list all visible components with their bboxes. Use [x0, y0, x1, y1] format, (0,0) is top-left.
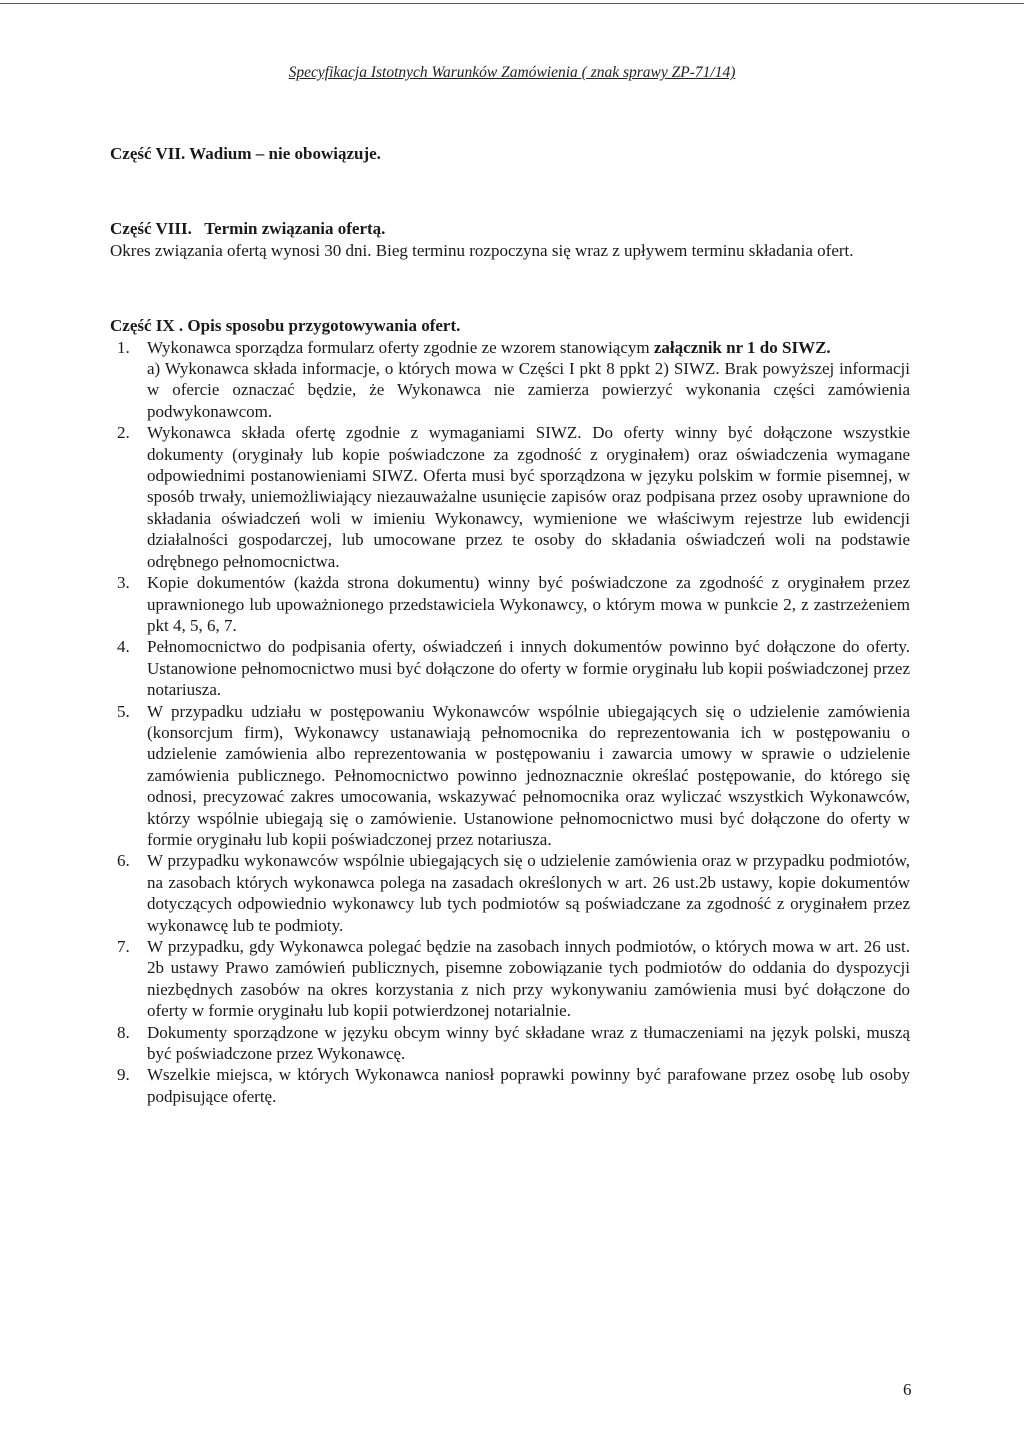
list-item-text: W przypadku udziału w postępowaniu Wykonawców wspólnie ubiegających się o udzielenie zamówienia (konsorcjum firm), Wykonawcy ustanawiają pełnomocnika do reprezentowania ich w postępowaniu o udzielenie zamówienia albo reprezentowania w postępowaniu i zawarcia umowy w sprawie o udzielenie zamówienia publicznego. Pełnomocnictwo powinno jednoznacznie określać postępowanie, do którego się odnosi, precyzować zakres umocowania, wskazywać pełnomocnika oraz wyliczać wszystkich Wykonawców, którzy wspólnie ubiegają się o zamówienie. Ustanowione pełnomocnictwo musi być dołączone do oferty w formie oryginału lub kopii poświadczonej przez notariusza.: [147, 701, 910, 849]
list-item-5: [110, 701, 910, 851]
section-9-list: [110, 337, 910, 358]
list-item-text: Pełnomocnictwo do podpisania oferty, oświadczeń i innych dokumentów powinno być dołączone do oferty. Ustanowione pełnomocnictwo musi być dołączone do oferty w formie oryginału lub kopii poświadczonej przez notariusza.: [147, 637, 910, 700]
list-item-number: 7.: [117, 937, 130, 956]
list-item-9: [110, 1064, 910, 1107]
list-item-number: 4.: [117, 637, 130, 657]
list-item-number: 3.: [117, 573, 130, 593]
list-item-text: W przypadku, gdy Wykonawca polegać będzie na zasobach innych podmiotów, o których mowa w art. 26 ust. 2b ustawy Prawo zamówień publicznych, pisemne zobowiązanie tych podmiotów do oddania do dyspozycji niezbędnych zasobów na okres korzystania z nich przy wykonywaniu zamówienia musi być dołączone do oferty w formie oryginału lub kopii potwierdzonej notarialnie.: [147, 937, 910, 1021]
list-item-number: 9.: [117, 1065, 130, 1085]
top-rule: [0, 3, 1024, 4]
list-item-number: 2.: [117, 423, 130, 443]
section-7-title: Część VII. Wadium – nie obowiązuje.: [110, 144, 381, 163]
list-item-text: Dokumenty sporządzone w języku obcym winny być składane wraz z tłumaczeniami na język polski, muszą być poświadczone przez Wykonawcę.: [147, 1022, 910, 1064]
list-item-4: [110, 636, 910, 700]
list-item-3: [110, 572, 910, 636]
list-item-2: [110, 422, 910, 572]
list-item-number: 1.: [117, 337, 130, 357]
list-item-text: W przypadku wykonawców wspólnie ubiegających się o udzielenie zamówienia oraz w przypadku podmiotów, na zasobach których wykonawca polega na zasadach określonych w art. 26 ust.2b ustawy, kopie dokumentów dotyczących odpowiednio wykonawcy lub tych podmiotów są poświadczane za zgodność z oryginałem przez wykonawcę lub te podmioty.: [147, 851, 910, 935]
list-item-8: [110, 1022, 910, 1065]
list-item-7: [110, 936, 910, 1022]
list-item-number: 8.: [117, 1022, 130, 1042]
page-number: 6: [903, 1380, 912, 1399]
item-1-text: Wykonawca sporządza formularz oferty zgodnie ze wzorem stanowiącym: [147, 337, 650, 357]
section-9-title: Część IX . Opis sposobu przygotowywania ofert.: [110, 316, 461, 336]
list-item-number: 5.: [117, 701, 130, 721]
list-item-6: [110, 850, 910, 936]
page-content: [110, 143, 910, 1107]
item-1a: a) Wykonawca składa informacje, o których mowa w Części I pkt 8 ppkt 2) SIWZ. Brak powyższej informacji w ofercie oznaczać będzie, że Wykonawca nie zamierza powierzyć wykonania części zamówienia podwykonawcom.: [147, 359, 910, 421]
list-item-number: 6.: [117, 851, 130, 871]
list-item-1: [110, 337, 910, 358]
section-8-text: Okres związania ofertą wynosi 30 dni. Bieg terminu rozpoczyna się wraz z upływem terminu składania ofert.: [110, 240, 854, 260]
document-header: Specyfikacja Istotnych Warunków Zamówienia ( znak sprawy ZP-71/14): [288, 64, 736, 81]
item-1-attachment: załącznik nr 1 do SIWZ.: [653, 337, 831, 357]
section-9-list-continued: [110, 422, 910, 1107]
list-item-text: Wykonawca składa ofertę zgodnie z wymaganiami SIWZ. Do oferty winny być dołączone wszystkie dokumenty (oryginały lub kopie poświadczone za zgodność z oryginałem) oraz oświadczenia wymagane odpowiednimi postanowieniami SIWZ. Oferta musi być sporządzona w języku polskim w formie pisemnej, w sposób trwały, uniemożliwiający niezauważalne usunięcie zapisów oraz podpisana przez osoby uprawnione do składania oświadczeń woli w imieniu Wykonawcy, wymienione we właściwym rejestrze lub ewidencji działalności gospodarczej, lub umocowane przez te osoby do składania oświadczeń woli na podstawie odrębnego pełnomocnictwa.: [147, 423, 910, 571]
list-item-text: Wszelkie miejsca, w których Wykonawca naniosł poprawki powinny być parafowane przez osobę lub osoby podpisujące ofertę.: [147, 1065, 910, 1106]
list-item-text: Kopie dokumentów (każda strona dokumentu) winny być poświadczone za zgodność z oryginałem przez uprawnionego lub upoważnionego przedstawiciela Wykonawcy, o którym mowa w punkcie 2, z zastrzeżeniem pkt 4, 5, 6, 7.: [147, 573, 910, 635]
section-8-title: Część VIII. Termin związania ofertą.: [110, 219, 386, 239]
